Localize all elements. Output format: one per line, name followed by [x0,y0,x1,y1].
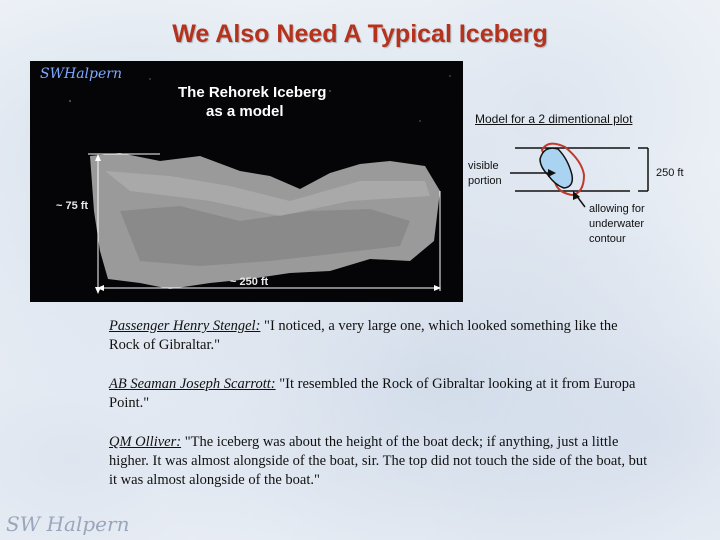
photo-logo: SWHalpern [40,66,122,82]
quote-scarrott [109,375,649,413]
quote-speaker: QM Olliver: [109,434,182,450]
underwater-contour-label: allowing for underwater contour [589,203,645,245]
quote-olliver [109,433,649,490]
quote-speaker: Passenger Henry Stengel: [109,318,261,334]
quote-speaker: AB Seaman Joseph Scarrott: [109,376,276,392]
model-diagram [460,135,715,245]
photo-caption [178,83,326,121]
height-label: ~ 75 ft [56,200,89,212]
quote-text: "It resembled the Rock of Gibraltar looking at it from Europa Point." [109,376,636,411]
quote-text: "I noticed, a very large one, which looked something like the Rock of Gibraltar." [109,318,618,353]
quote-text: "The iceberg was about the height of the boat deck; if anything, just a little higher. It was almost alongside of the boat, sir. The top did not touch the side of the boat, but it was almost alongside of the boat." [109,434,648,488]
photo-caption-line1: The Rehorek Iceberg [178,84,327,101]
iceberg-photo [30,61,463,302]
width-label: ~ 250 ft [230,276,269,288]
visible-portion [540,148,572,188]
photo-caption-line2: as a model [206,103,284,120]
slide-title: We Also Need A Typical Iceberg [172,20,548,48]
size-label: 250 ft [656,167,684,179]
visible-portion-label: visible portion [468,160,502,187]
quote-stengel [109,317,649,355]
model-title: Model for a 2 dimentional plot [475,112,633,126]
footer-logo: SW Halpern [6,512,130,536]
quotes-section [109,317,649,510]
